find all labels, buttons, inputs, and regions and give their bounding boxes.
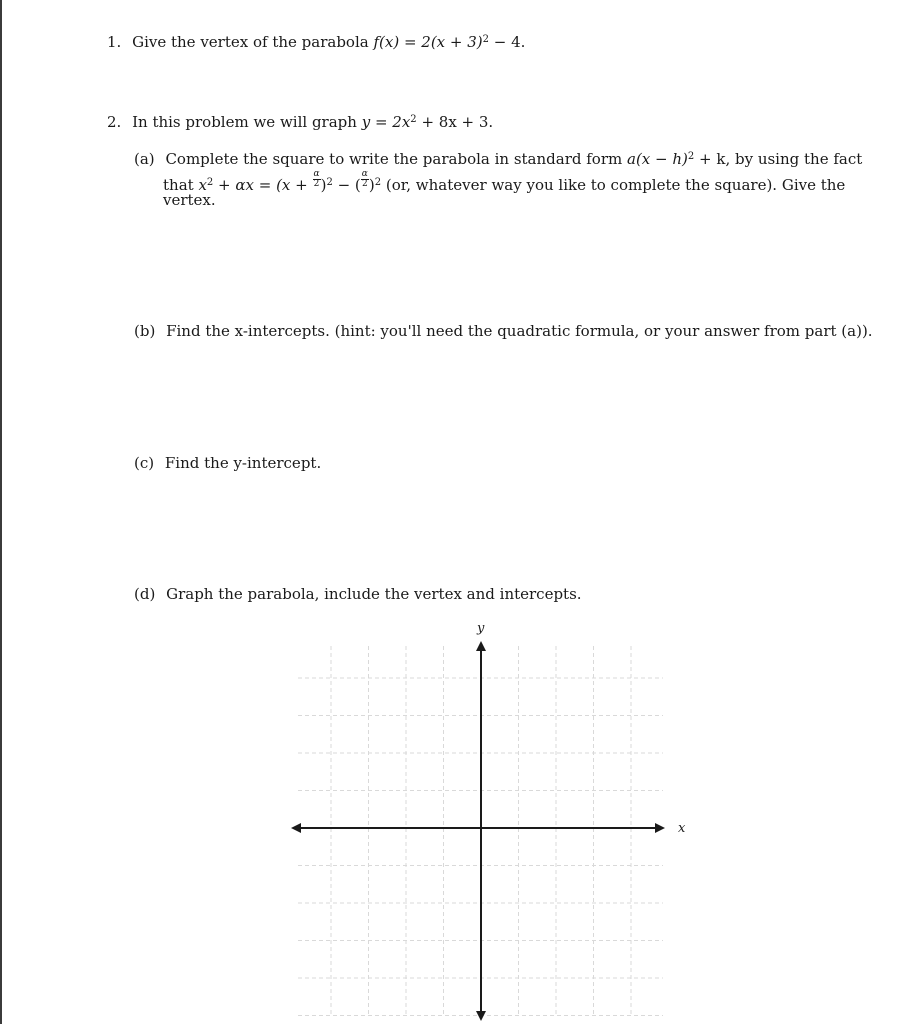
part-a-line-1: [134, 149, 862, 169]
y-axis: [476, 641, 486, 1021]
part-a-text-2-tail: (or, whatever way you like to complete the square). Give the: [381, 176, 846, 194]
part-a-text-2-start: that: [163, 176, 199, 194]
part-b: [134, 321, 873, 341]
problem-2-tail: + 8x + 3.: [416, 113, 494, 131]
x-axis-left-arrow: [291, 823, 301, 833]
problem-1-number: 1.: [107, 33, 122, 51]
x-axis-label: x: [678, 821, 686, 836]
part-b-label: (b): [134, 322, 156, 340]
part-c: [134, 453, 321, 473]
part-a-paren-close-1: ): [320, 176, 327, 194]
part-b-text: Find the x-intercepts. (hint: you'll need the quadratic formula, or your answer from part (a)).: [166, 322, 873, 340]
part-a-standard-form-exponent: 2: [687, 151, 695, 162]
problem-1: [107, 32, 525, 52]
part-c-text: Find the y-intercept.: [164, 454, 322, 472]
part-a-text-1-tail: + k, by using the fact: [694, 150, 863, 168]
problem-2: [107, 112, 493, 132]
part-d-text: Graph the parabola, include the vertex and intercepts.: [166, 585, 582, 603]
part-a-text-3: vertex.: [163, 191, 216, 209]
coordinate-graph: [288, 616, 688, 1024]
part-a-x-exponent: 2: [206, 177, 214, 188]
problem-1-exponent: 2: [482, 34, 490, 45]
part-a-paren-close-2: ): [368, 176, 375, 194]
problem-1-tail: − 4.: [489, 33, 526, 51]
part-a-alpha-over-two-fraction-1: $\frac{\alpha}{2}$: [313, 169, 320, 189]
part-c-label: (c): [134, 454, 155, 472]
problem-1-math: f(x) = 2(x + 3): [373, 33, 483, 51]
problem-2-exponent: 2: [410, 114, 417, 125]
part-a-text-1: Complete the square to write the parabola in standard form: [165, 150, 627, 168]
x-axis-right-arrow: [655, 823, 665, 833]
problem-2-text: In this problem we will graph: [132, 113, 362, 131]
problem-1-text: Give the vertex of the parabola: [132, 33, 374, 51]
part-a-line-2: [163, 170, 845, 195]
part-a-minus-paren: − (: [332, 176, 361, 194]
part-a-square-1: 2: [326, 177, 333, 188]
x-axis: [291, 823, 665, 833]
coordinate-graph-svg: [288, 616, 688, 1024]
part-a-square-2: 2: [374, 177, 382, 188]
problem-2-number: 2.: [107, 113, 122, 131]
y-axis-top-arrow: [476, 641, 486, 651]
part-a-x: x: [198, 176, 207, 194]
part-a-standard-form: a(x − h): [627, 150, 688, 168]
y-axis-bottom-arrow: [476, 1011, 486, 1021]
part-a-alpha-over-two-fraction-2: $\frac{\alpha}{2}$: [361, 169, 368, 189]
problem-2-math: y = 2x: [361, 113, 411, 131]
part-a-line-3: [163, 190, 216, 210]
part-a-label: (a): [134, 150, 155, 168]
part-a-identity-left: + αx = (x +: [213, 176, 313, 194]
part-d: [134, 584, 582, 604]
part-d-label: (d): [134, 585, 156, 603]
y-axis-label: y: [477, 621, 485, 636]
